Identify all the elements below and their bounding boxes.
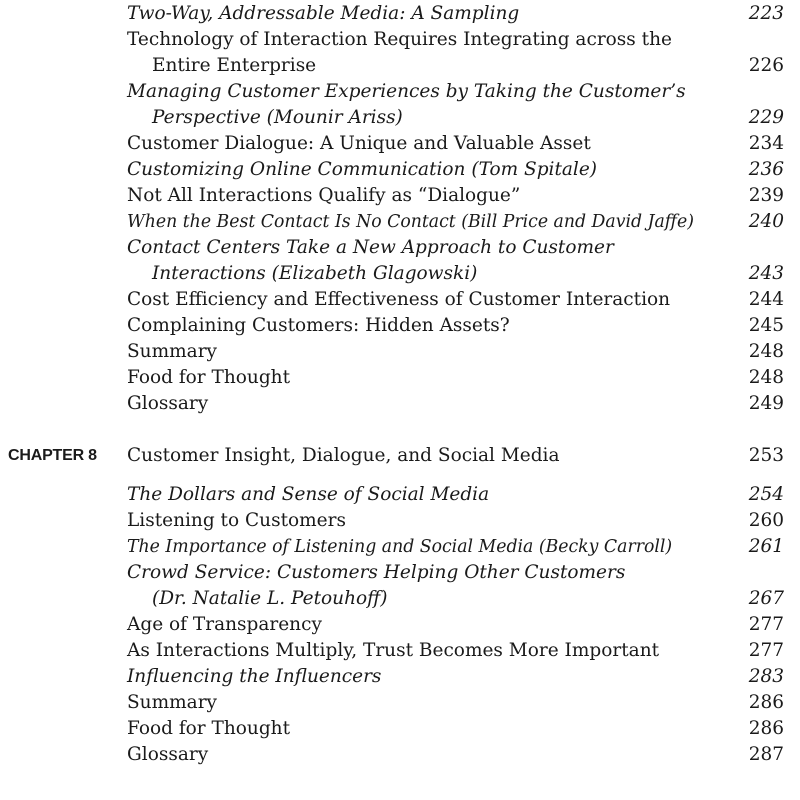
toc-entry xyxy=(0,79,800,105)
toc-entry-continued xyxy=(0,261,800,287)
entry-title: Food for Thought xyxy=(127,718,291,739)
toc-entry xyxy=(0,313,800,339)
entry-title: Cost Efficiency and Effectiveness of Customer Interaction xyxy=(127,289,671,310)
entry-page-number: 277 xyxy=(748,640,784,661)
toc-entry xyxy=(0,716,800,742)
entry-page-number: 254 xyxy=(748,484,784,505)
toc-entry xyxy=(0,287,800,313)
toc-entry-continued xyxy=(0,53,800,79)
entry-page-number: 287 xyxy=(748,744,784,765)
entry-title: Influencing the Influencers xyxy=(127,666,382,687)
entry-title: Glossary xyxy=(127,393,209,414)
entry-title: Summary xyxy=(127,341,217,362)
toc-entry xyxy=(0,235,800,261)
toc-entry xyxy=(0,27,800,53)
entry-page-number: 223 xyxy=(748,3,784,24)
entry-title: Age of Transparency xyxy=(127,614,322,635)
chapter-label: CHAPTER 8 xyxy=(8,447,97,464)
entry-title: When the Best Contact Is No Contact (Bill Price and David Jaffe) xyxy=(127,212,694,232)
toc-entry xyxy=(0,131,800,157)
toc-entry xyxy=(0,638,800,664)
entry-page-number: 286 xyxy=(748,692,784,713)
entry-page-number: 248 xyxy=(748,341,784,362)
entry-title: Contact Centers Take a New Approach to Customer xyxy=(127,237,614,258)
entry-page-number: 236 xyxy=(748,159,784,180)
entry-title: Not All Interactions Qualify as “Dialogue” xyxy=(127,185,521,206)
entry-page-number: 240 xyxy=(748,211,784,232)
chapter-page-number: 253 xyxy=(748,445,784,466)
chapter-heading xyxy=(0,443,800,469)
entry-title: Entire Enterprise xyxy=(152,55,317,76)
toc-entry-continued xyxy=(0,586,800,612)
entry-page-number: 226 xyxy=(748,55,784,76)
entry-page-number: 229 xyxy=(748,107,784,128)
entry-title: The Dollars and Sense of Social Media xyxy=(127,484,490,505)
toc-entry xyxy=(0,209,800,235)
toc-entry-continued xyxy=(0,105,800,131)
entry-title: Complaining Customers: Hidden Assets? xyxy=(127,315,510,336)
entry-page-number: 249 xyxy=(748,393,784,414)
entry-page-number: 248 xyxy=(748,367,784,388)
toc-entry xyxy=(0,183,800,209)
entry-title: (Dr. Natalie L. Petouhoff) xyxy=(152,588,388,609)
entry-title: Customer Dialogue: A Unique and Valuable Asset xyxy=(127,133,591,154)
toc-entry xyxy=(0,339,800,365)
toc-entry xyxy=(0,612,800,638)
entry-title: The Importance of Listening and Social Media (Becky Carroll) xyxy=(127,537,673,557)
toc-entry xyxy=(0,157,800,183)
toc-entry xyxy=(0,664,800,690)
entry-page-number: 261 xyxy=(748,536,784,557)
entry-title: Listening to Customers xyxy=(127,510,346,531)
toc-entry xyxy=(0,508,800,534)
entry-page-number: 267 xyxy=(748,588,784,609)
entry-title: Glossary xyxy=(127,744,209,765)
entry-page-number: 245 xyxy=(748,315,784,336)
entry-title: Customizing Online Communication (Tom Spitale) xyxy=(127,159,598,180)
entry-page-number: 234 xyxy=(748,133,784,154)
entry-page-number: 243 xyxy=(748,263,784,284)
entry-title: Crowd Service: Customers Helping Other Customers xyxy=(127,562,626,583)
toc-entry xyxy=(0,742,800,768)
toc-entry xyxy=(0,365,800,391)
toc-entry xyxy=(0,690,800,716)
entry-title: Managing Customer Experiences by Taking the Customer’s xyxy=(127,81,686,102)
entry-title: Perspective (Mounir Ariss) xyxy=(152,107,403,128)
toc-entry xyxy=(0,1,800,27)
entry-page-number: 239 xyxy=(748,185,784,206)
entry-title: As Interactions Multiply, Trust Becomes More Important xyxy=(127,640,660,661)
entry-page-number: 244 xyxy=(748,289,784,310)
entry-title: Interactions (Elizabeth Glagowski) xyxy=(152,263,478,284)
entry-title: Technology of Interaction Requires Integrating across the xyxy=(127,29,672,50)
entry-page-number: 283 xyxy=(748,666,784,687)
toc-entry xyxy=(0,482,800,508)
entry-page-number: 260 xyxy=(748,510,784,531)
toc-entry xyxy=(0,534,800,560)
toc-entry xyxy=(0,560,800,586)
entry-title: Summary xyxy=(127,692,217,713)
entry-title: Two-Way, Addressable Media: A Sampling xyxy=(127,3,520,24)
entry-title: Food for Thought xyxy=(127,367,291,388)
entry-page-number: 286 xyxy=(748,718,784,739)
entry-page-number: 277 xyxy=(748,614,784,635)
chapter-title: Customer Insight, Dialogue, and Social Media xyxy=(127,445,560,466)
toc-entry xyxy=(0,391,800,417)
